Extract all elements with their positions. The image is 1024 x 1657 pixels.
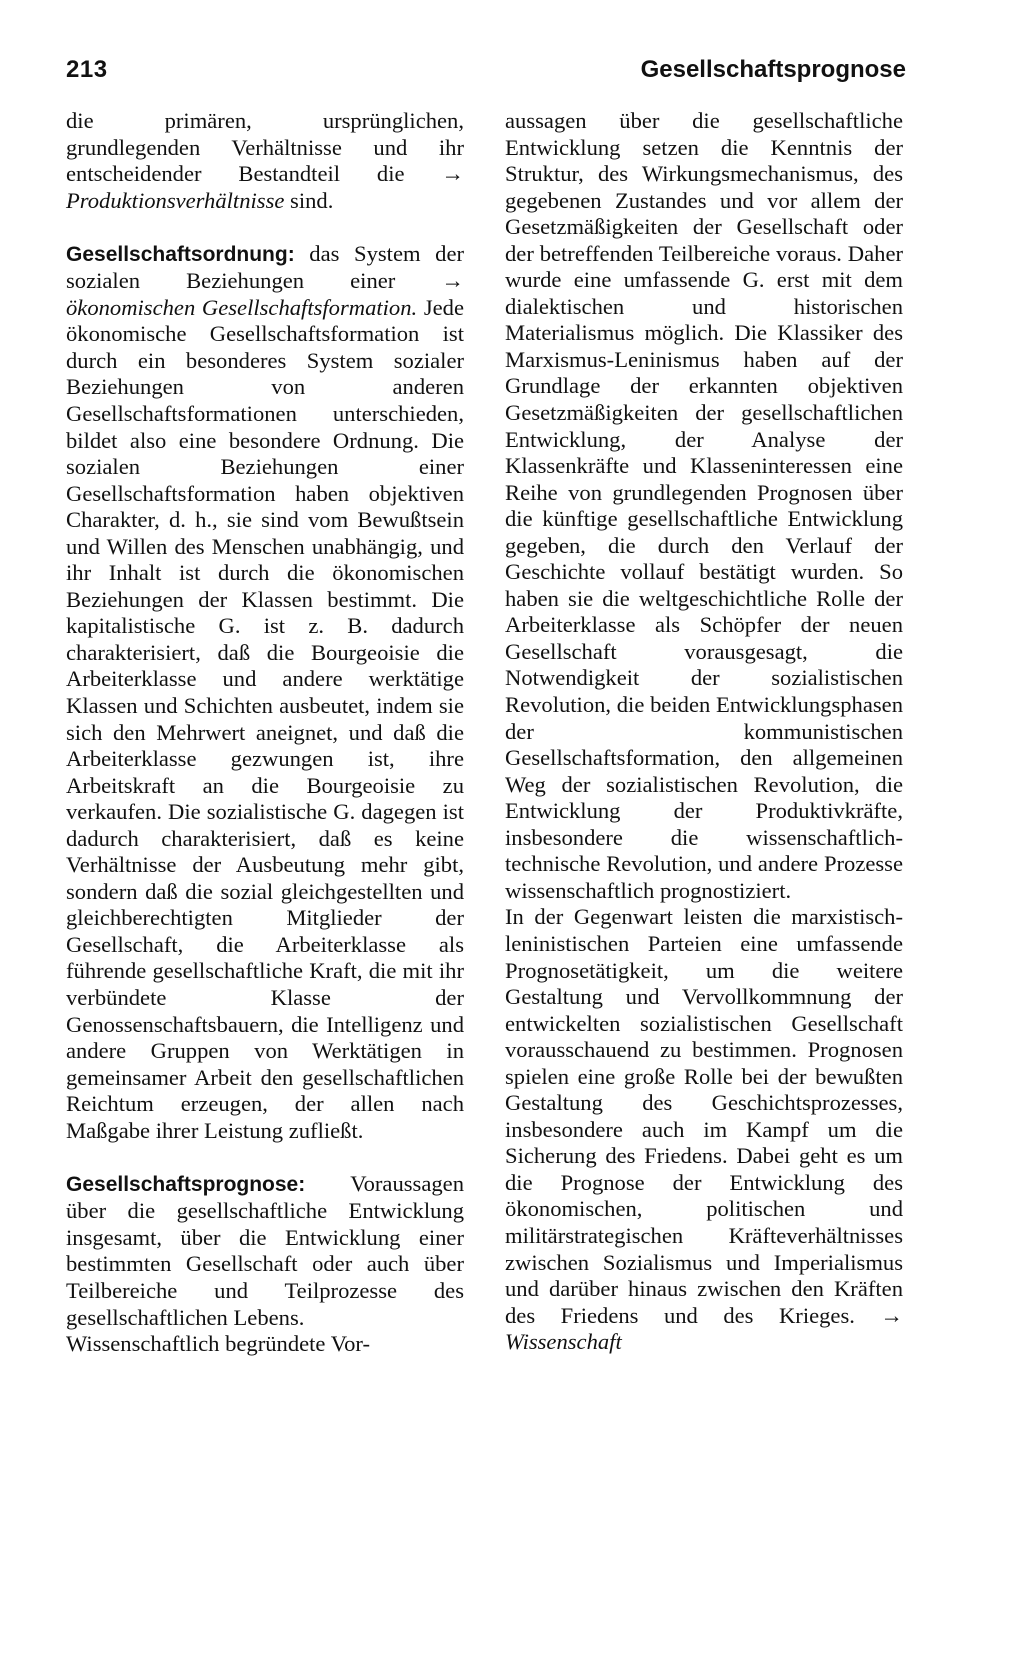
cross-reference-link[interactable]: ökonomischen Gesellschaftsformation.: [66, 294, 418, 320]
left-column: [66, 108, 464, 1358]
entry-lead: das System der sozialen Beziehungen einer: [66, 240, 464, 294]
entry-paragraph: aussagen über die gesellschaftliche Entwicklung setzen die Kenntnis der Struktur, des Wirkungsmechanismus, des gegebenen Zustandes und vor allem der Gesetzmäßigkeiten der Gesellschaft oder der betreffenden Teilbereiche voraus. Daher wurde eine umfassende G. erst mit dem dialektischen und historischen Materialismus möglich. Die Klassiker des Marxismus-Leninismus haben auf der Grundlage der erkannten objektiven Gesetzmäßigkeiten der gesellschaftlichen Entwicklung, der Analyse der Klassenkräfte und Klasseninteressen eine Reihe von grundlegenden Prognosen über die künftige gesellschaftliche Entwicklung gegeben, die durch den Verlauf der Geschichte vollauf bestätigt wurden. So haben sie die weltgeschichtliche Rolle der Arbeiterklasse als Schöpfer der neuen Gesellschaft vorausgesagt, die Notwendigkeit der sozialistischen Revolution, die beiden Entwicklungsphasen der kommunistischen Gesellschaftsformation, den allgemeinen Weg der sozialistischen Revolution, die Entwicklung der Produktivkräfte, insbesondere die wissenschaftlich-technische Revolution, und andere Prozesse wissenschaftlich prognostiziert.: [505, 108, 903, 903]
entry-term: Gesellschaftsordnung:: [66, 242, 295, 266]
continuation-tail: sind.: [284, 187, 334, 213]
entry-gesellschaftsordnung: [66, 241, 464, 1145]
entry-paragraph-text: In der Gegenwart leisten die marxistisch-leninistischen Parteien eine umfassende Prognosetätigkeit, um die weitere Gestaltung und Vervollkommnung der entwickelten sozialistischen Gesellschaft vorausschauend zu bestimmen. Prognosen spielen eine große Rolle bei der bewußten Gestaltung des Geschichtsprozesses, insbesondere auch im Kampf um die Sicherung des Friedens. Dabei geht es um die Prognose der Entwicklung des ökonomischen, politischen und militärstrategischen Kräfteverhältnisses zwischen Sozialismus und Imperialismus und darüber hinaus zwischen den Kräften des Friedens und des Krieges.: [505, 904, 903, 1328]
entry-body: Jede ökonomische Gesellschaftsformation ist durch ein besonderes System sozialer Beziehungen von anderen Gesellschaftsformationen unterschieden, bildet also eine besondere Ordnung. Die sozialen Beziehungen einer Gesellschaftsformation haben objektiven Charakter, d. h., sie sind vom Bewußtsein und Willen des Menschen unabhängig, und ihr Inhalt ist durch die ökonomischen Beziehungen der Klassen bestimmt. Die kapitalistische G. ist z. B. dadurch charakterisiert, daß die Bourgeoisie die Arbeiterklasse und andere werktätige Klassen und Schichten ausbeutet, indem sie sich den Mehrwert aneignet, und daß die Arbeiterklasse gezwungen ist, ihre Arbeitskraft an die Bourgeoisie zu verkaufen. Die sozialistische G. dagegen ist dadurch charakterisiert, daß es keine Verhältnisse der Ausbeutung mehr gibt, sondern daß die sozial gleichgestellten und gleichberechtigten Mitglieder der Gesellschaft, die Arbeiterklasse als führende gesellschaftliche Kraft, die mit ihr verbündete Klasse der Genossenschaftsbauern, die Intelligenz und andere Gruppen von Werktätigen in gemeinsamer Arbeit den gesellschaftlichen Reichtum erzeugen, der allen nach Maßgabe ihrer Leistung zufließt.: [66, 294, 464, 1143]
entry-body: Voraussagen über die gesellschaftliche Entwicklung insgesamt, über die Entwicklung einer bestimmten Gesellschaft oder auch über Teilbereiche und Teilprozesse des gesellschaftlichen Lebens.: [66, 1170, 464, 1330]
continuation-paragraph: [66, 108, 464, 214]
cross-reference-link[interactable]: Wissenschaft: [505, 1329, 622, 1355]
cross-reference-link[interactable]: Produktionsverhältnisse: [66, 187, 285, 213]
entry-paragraph: Wissenschaftlich begründete Vor-: [66, 1331, 370, 1357]
entry-gesellschaftsprognose: [66, 1171, 464, 1331]
page-number: 213: [66, 56, 108, 83]
cross-reference-arrow-icon: →: [441, 268, 464, 294]
entry-term: Gesellschaftsprognose:: [66, 1172, 306, 1196]
running-head: Gesellschaftsprognose: [640, 56, 906, 83]
continuation-text: die primären, ursprünglichen, grundlegenden Verhältnisse und ihr entscheidender Bestandteil die: [66, 108, 464, 187]
entry-paragraph: [505, 904, 903, 1355]
right-column: [505, 108, 903, 1356]
cross-reference-arrow-icon: →: [441, 161, 464, 187]
cross-reference-arrow-icon: →: [880, 1302, 903, 1328]
